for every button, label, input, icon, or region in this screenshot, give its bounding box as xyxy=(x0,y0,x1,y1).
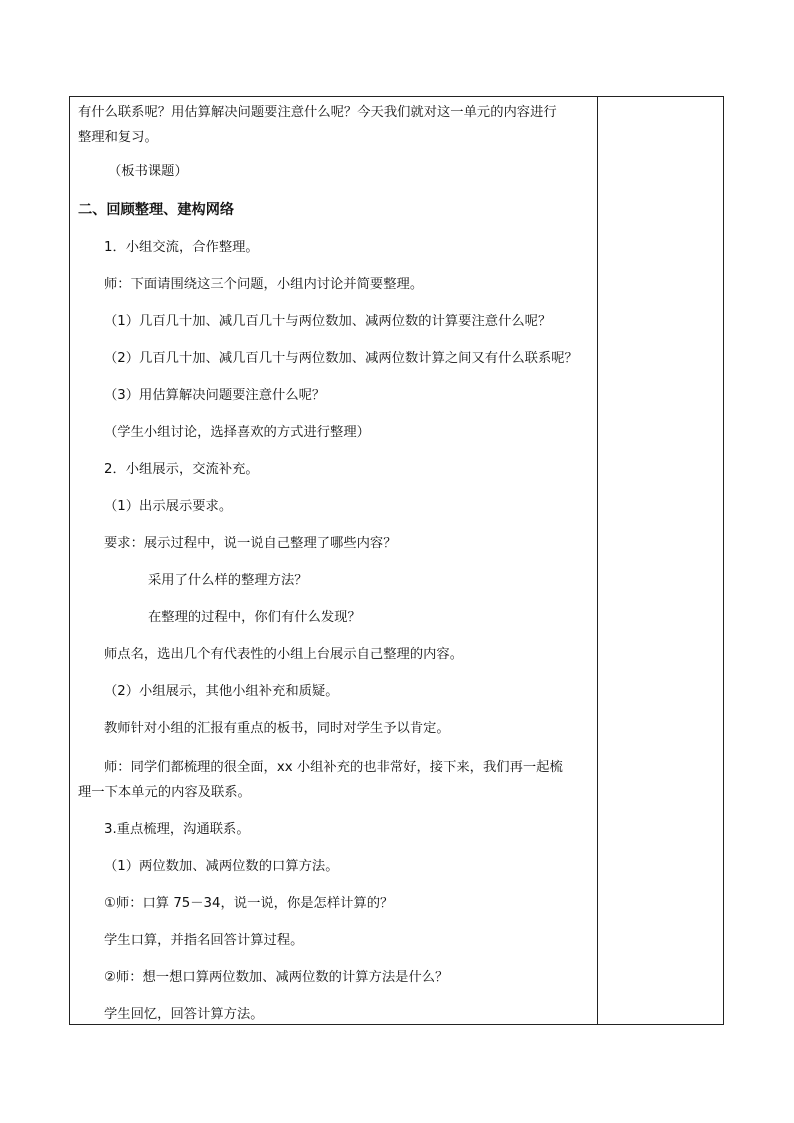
column-divider xyxy=(597,97,598,1024)
step-3-heading: 3.重点梳理，沟通联系。 xyxy=(104,822,250,837)
step-2-heading: 2．小组展示，交流补充。 xyxy=(104,462,259,477)
student-discussion-note: （学生小组讨论，选择喜欢的方式进行整理） xyxy=(104,425,370,440)
mental-math-method: （1）两位数加、减两位数的口算方法。 xyxy=(104,859,339,874)
question-1: （1）几百几十加、减几百几十与两位数加、减两位数的计算要注意什么呢？ xyxy=(104,314,552,329)
step-1-heading: 1．小组交流，合作整理。 xyxy=(104,240,259,255)
show-requirements: （1）出示展示要求。 xyxy=(104,499,233,514)
requirement-3: 在整理的过程中，你们有什么发现？ xyxy=(148,610,361,625)
question-3: （3）用估算解决问题要注意什么呢？ xyxy=(104,388,326,403)
board-title-note: （板书课题） xyxy=(108,164,188,179)
teacher-summary-2: 理一下本单元的内容及联系。 xyxy=(78,785,251,800)
teacher-selects-groups: 师点名，选出几个有代表性的小组上台展示自己整理的内容。 xyxy=(104,647,464,662)
teacher-board-note: 教师针对小组的汇报有重点的板书，同时对学生予以肯定。 xyxy=(104,721,450,736)
requirement-2: 采用了什么样的整理方法？ xyxy=(148,573,308,588)
student-response-2: 学生回忆，回答计算方法。 xyxy=(104,1007,264,1022)
teacher-summary-1: 师：同学们都梳理的很全面，xx 小组补充的也非常好，接下来，我们再一起梳 xyxy=(104,760,563,775)
teacher-prompt-2: ②师：想一想口算两位数加、减两位数的计算方法是什么？ xyxy=(104,970,449,985)
group-presentation: （2）小组展示，其他小组补充和质疑。 xyxy=(104,684,339,699)
section-heading: 二、回顾整理、建构网络 xyxy=(78,202,235,218)
requirement-1: 要求：展示过程中，说一说自己整理了哪些内容？ xyxy=(104,536,397,551)
text-line-intro-1: 有什么联系呢？用估算解决问题要注意什么呢？今天我们就对这一单元的内容进行 xyxy=(78,105,557,120)
lesson-table xyxy=(69,96,724,1025)
student-response-1: 学生口算，并指名回答计算过程。 xyxy=(104,933,304,948)
text-line-intro-2: 整理和复习。 xyxy=(78,130,158,145)
question-2: （2）几百几十加、减几百几十与两位数加、减两位数计算之间又有什么联系呢？ xyxy=(104,351,578,366)
teacher-prompt-1: ①师：口算 75－34，说一说，你是怎样计算的？ xyxy=(104,896,394,911)
teacher-instruction: 师：下面请围绕这三个问题，小组内讨论并简要整理。 xyxy=(104,277,424,292)
